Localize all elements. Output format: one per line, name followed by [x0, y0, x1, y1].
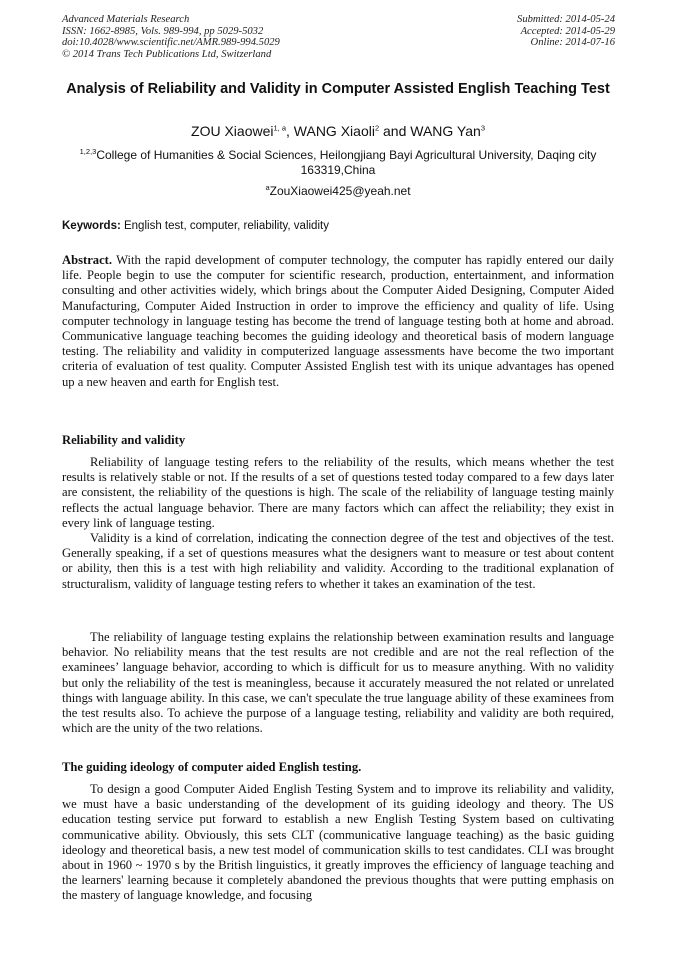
author-3: WANG Yan — [410, 123, 481, 139]
author-line — [62, 122, 614, 140]
section-1-body — [62, 455, 614, 592]
journal-info — [62, 14, 280, 60]
keywords — [62, 219, 614, 234]
author-1: ZOU Xiaowei — [191, 123, 274, 139]
abstract-text: With the rapid development of computer technology, the computer has rapidly entered our daily life. People begin to use the computer for scientific research, production, entertainment, and information consulting and other activities widely, which brings about the Computer Aided Designing, Computer Aided Manufacturing, Computer Aided Instruction in order to improve the efficiency and quality of life. Using computer technology in language testing has become the trend of language testing both at home and abroad. Communicative language teaching becomes the guiding ideology and theoretical basis of modern language testing. The reliability and validity in computerized language assessments have become the two important criteria of evaluation of test quality. Computer Assisted English test with its unique advantages has opened up a new heaven and earth for English test. — [62, 253, 614, 389]
author-3-sup: 3 — [480, 123, 485, 133]
affiliation-sup: 1,2,3 — [79, 147, 97, 156]
keywords-text: English test, computer, reliability, validity — [120, 220, 329, 232]
submitted-date: Submitted: 2014-05-24 — [517, 14, 615, 25]
author-2-sup: 2 — [374, 123, 380, 133]
abstract — [62, 253, 614, 390]
section-2-body — [62, 782, 614, 904]
email-address: ZouXiaowei425@yeah.net — [269, 184, 411, 198]
section-1-body-continued — [62, 630, 614, 736]
issn-line: ISSN: 1662-8985, Vols. 989-994, pp 5029-5032 — [62, 25, 264, 37]
email-sup: a — [265, 183, 270, 192]
author-separator: and — [379, 123, 411, 139]
paper-title: Analysis of Reliability and Validity in Computer Assisted English Teaching Test — [66, 81, 610, 97]
section-heading: The guiding ideology of computer aided English testing. — [62, 760, 362, 774]
doi-line: doi:10.4028/www.scientific.net/AMR.989-994.5029 — [62, 37, 280, 49]
section-heading: Reliability and validity — [62, 433, 186, 447]
paragraph: To design a good Computer Aided English Testing System and to improve its reliability and validity, we must have a basic understanding of the development of its guiding ideology and theory. The US education testing service put forward to establish a new English Testing System based on cultivating communicative ability. Obviously, this sets CLT (communicative language teaching) as the basic guiding ideology and theoretical basis, a new test model of communication skills to test candidates. CLI was brought about in 1960 ~ 1970 s by the British linguistics, it greatly improves the efficiency of language teaching and the learners' learning because it completely abandoned the previous thoughts that were putting emphasis on the mastery of language knowledge, and focusing — [62, 782, 614, 903]
abstract-label: Abstract. — [62, 253, 113, 267]
author-2: WANG Xiaoli — [293, 123, 375, 139]
paragraph: Reliability of language testing refers to the reliability of the results, which means whether the test results is relatively stable or not. If the results of a set of questions tested today compared to a few days later are consistent, the reliability of the questions is high. The scale of the reliability of language testing mainly reflects the actual language behavior. There are many factors which can affect the reliability; they exist in every link of language testing. — [62, 455, 614, 530]
online-date: Online: 2014-07-16 — [530, 37, 615, 49]
paragraph: The reliability of language testing explains the relationship between examination results and language behavior. No reliability means that the test results are not credible and are not the real reflection of the examinees’ language behavior, according to which is difficult for us to measure anything. With no validity but only the reliability of the test is meaningless, because it accurately measured the not related or unrelated things with language ability. In this case, we can't speculate the true language ability of these examinees from the test results also. To achieve the purpose of a language testing, reliability and validity are both required, which are the unity of the two relations. — [62, 630, 614, 736]
affiliation-text: College of Humanities & Social Sciences, Heilongjiang Bayi Agricultural University, Daqing city 163319,China — [96, 148, 597, 177]
author-1-sup: 1, a — [273, 123, 286, 133]
keywords-label: Keywords: — [62, 220, 121, 232]
affiliation — [62, 148, 614, 178]
paragraph: Validity is a kind of correlation, indicating the connection degree of the test and objectives of the test. Generally speaking, if a set of questions measures what the designers want to measure or test about content or ability, then this is a test with high reliability and validity. According to the traditional explanation of structuralism, validity of language testing refers to whether it takes an examination of the test. — [62, 531, 614, 591]
accepted-date: Accepted: 2014-05-29 — [520, 25, 615, 37]
author-separator: , — [286, 123, 294, 139]
journal-name: Advanced Materials Research — [62, 14, 190, 25]
email-line — [62, 184, 614, 199]
dates-info — [517, 14, 615, 49]
copyright-line: © 2014 Trans Tech Publications Ltd, Switzerland — [62, 48, 272, 60]
